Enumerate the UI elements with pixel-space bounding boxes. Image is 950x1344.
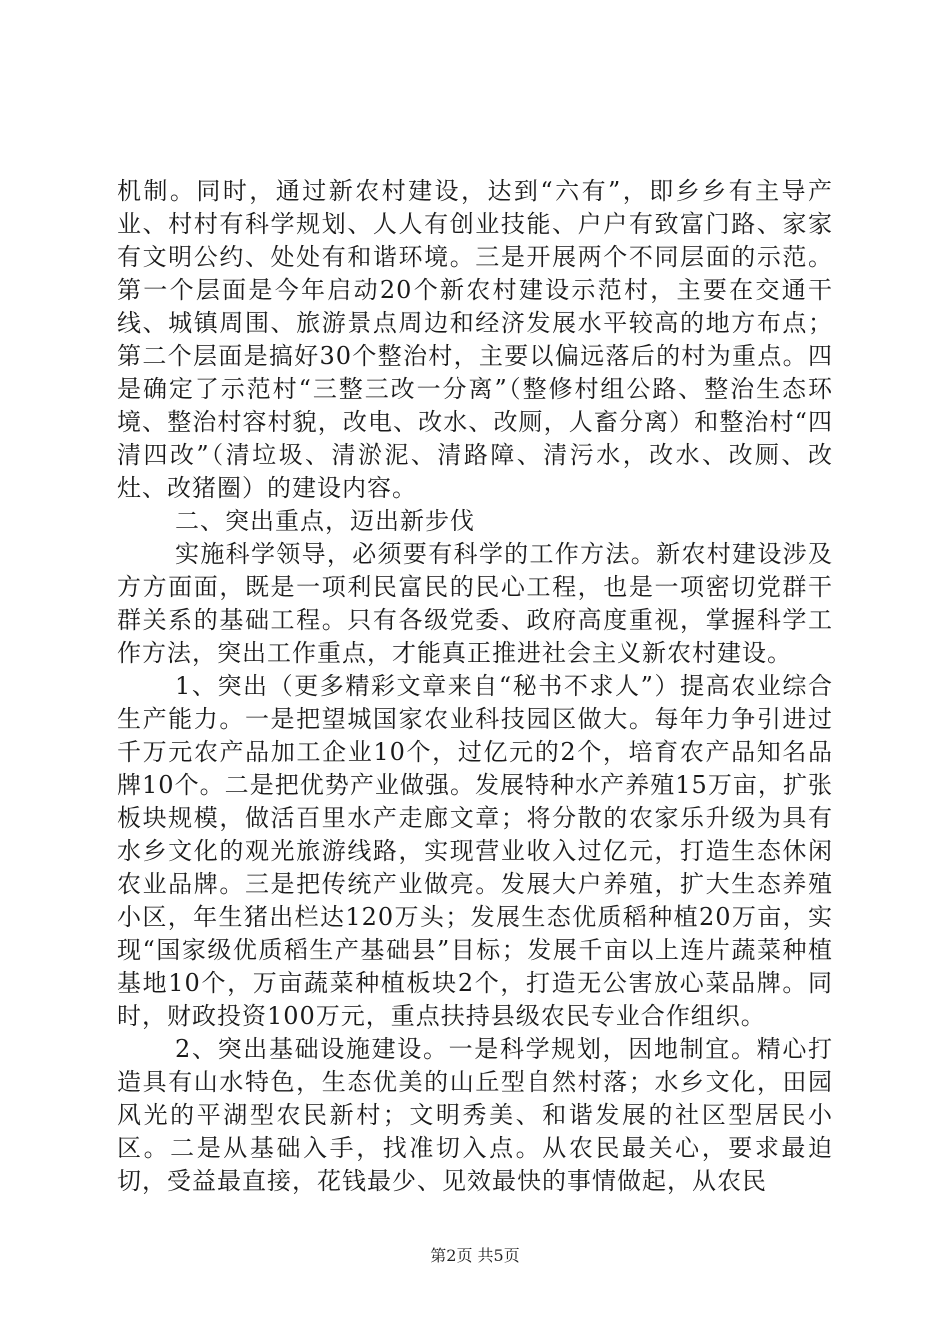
- paragraph-item-1: 1、突出（更多精彩文章来自“秘书不求人”）提高农业综合生产能力。一是把望城国家农业科技园区做大。每年力争引进过千万元农产品加工企业10个，过亿元的2个，培育农产品知名品牌10个。二是把优势产业做强。发展特种水产养殖15万亩，扩张板块规模，做活百里水产走廊文章；将分散的农家乐升级为具有水乡文化的观光旅游线路，实现营业收入过亿元，打造生态休闲农业品牌。三是把传统产业做亮。发展大户养殖，扩大生态养殖小区，年生猪出栏达120万头；发展生态优质稻种植20万亩，实现“国家级优质稻生产基础县”目标；发展千亩以上连片蔬菜种植基地10个，万亩蔬菜种植板块2个，打造无公害放心菜品牌。同时，财政投资100万元，重点扶持县级农民专业合作组织。: [117, 672, 833, 1030]
- page-footer: 第2页 共5页: [430, 1246, 520, 1265]
- document-body: [117, 175, 833, 1198]
- paragraph-item-2: 2、突出基础设施建设。一是科学规划，因地制宜。精心打造具有山水特色，生态优美的山丘型自然村落；水乡文化，田园风光的平湖型农民新村；文明秀美、和谐发展的社区型居民小区。二是从基础入手，找准切入点。从农民最关心，要求最迫切，受益最直接，花钱最少、见效最快的事情做起，从农民: [117, 1035, 833, 1195]
- section-heading: 二、突出重点，迈出新步伐: [175, 507, 475, 535]
- paragraph-intro: 实施科学领导，必须要有科学的工作方法。新农村建设涉及方方面面，既是一项利民富民的民心工程，也是一项密切党群干群关系的基础工程。只有各级党委、政府高度重视，掌握科学工作方法，突出工作重点，才能真正推进社会主义新农村建设。: [117, 540, 833, 667]
- paragraph-continuation: 机制。同时，通过新农村建设，达到“六有”，即乡乡有主导产业、村村有科学规划、人人有创业技能、户户有致富门路、家家有文明公约、处处有和谐环境。三是开展两个不同层面的示范。第一个层面是今年启动20个新农村建设示范村，主要在交通干线、城镇周围、旅游景点周边和经济发展水平较高的地方布点；第二个层面是搞好30个整治村，主要以偏远落后的村为重点。四是确定了示范村“三整三改一分离”（整修村组公路、整治生态环境、整治村容村貌，改电、改水、改厕，人畜分离）和整治村“四清四改”（清垃圾、清淤泥、清路障、清污水，改水、改厕、改灶、改猪圈）的建设内容。: [117, 177, 833, 502]
